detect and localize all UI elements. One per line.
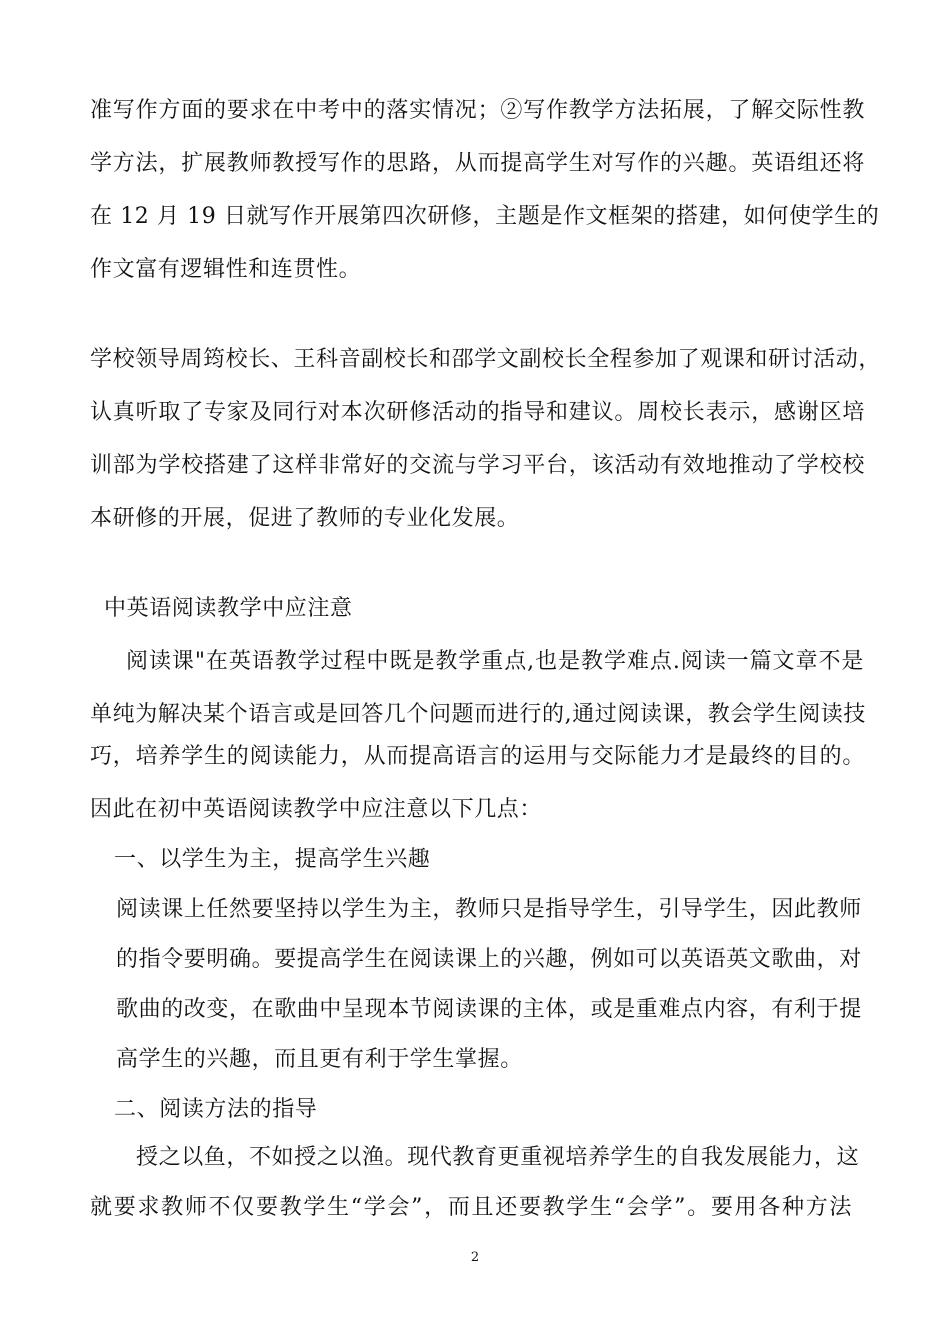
- paragraph-line: 学方法，扩展教师教授写作的思路，从而提高学生对写作的兴趣。英语组还将: [90, 151, 865, 176]
- page-number: 2: [470, 1250, 480, 1265]
- paragraph-line: 在 12 月 19 日就写作开展第四次研修，主题是作文框架的搭建，如何使学生的: [90, 204, 880, 229]
- paragraph-line: 授之以鱼，不如授之以渔。现代教育更重视培养学生的自我发展能力，这: [136, 1145, 860, 1170]
- paragraph-line: 阅读课"在英语教学过程中既是教学重点,也是教学难点.阅读一篇文章不是: [126, 649, 864, 674]
- paragraph-line: 认真听取了专家及同行对本次研修活动的指导和建议。周校长表示，感谢区培: [90, 400, 865, 425]
- paragraph-line: 高学生的兴趣，而且更有利于学生掌握。: [116, 1047, 523, 1072]
- paragraph-line: 准写作方面的要求在中考中的落实情况；②写作教学方法拓展，了解交际性教: [90, 98, 865, 123]
- paragraph-line: 歌曲的改变，在歌曲中呈现本节阅读课的主体，或是重难点内容，有利于提: [116, 997, 862, 1022]
- paragraph-line: 训部为学校搭建了这样非常好的交流与学习平台，该活动有效地推动了学校校: [90, 453, 865, 478]
- paragraph-line: 本研修的开展，促进了教师的专业化发展。: [90, 506, 520, 531]
- paragraph-line: 作文富有逻辑性和连贯性。: [90, 257, 362, 282]
- paragraph-line: 阅读课上任然要坚持以学生为主，教师只是指导学生，引导学生，因此教师: [116, 897, 862, 922]
- section-subheading: 一、以学生为主，提高学生兴趣: [114, 847, 431, 872]
- section-subheading: 二、阅读方法的指导: [114, 1097, 318, 1122]
- paragraph-line: 学校领导周筠校长、王科音副校长和邵学文副校长全程参加了观课和研讨活动，: [90, 347, 882, 372]
- paragraph-line: 的指令要明确。要提高学生在阅读课上的兴趣，例如可以英语英文歌曲，对: [116, 947, 862, 972]
- paragraph-line: 就要求教师不仅要教学生“学会”，而且还要教学生“会学”。要用各种方法: [90, 1195, 852, 1220]
- section-heading: 中英语阅读教学中应注意: [104, 596, 353, 621]
- paragraph-line: 因此在初中英语阅读教学中应注意以下几点：: [90, 797, 543, 822]
- paragraph-line: 单纯为解决某个语言或是回答几个问题而进行的,通过阅读课，教会学生阅读技: [90, 702, 866, 727]
- paragraph-line: 巧，培养学生的阅读能力，从而提高语言的运用与交际能力才是最终的目的。: [90, 744, 865, 769]
